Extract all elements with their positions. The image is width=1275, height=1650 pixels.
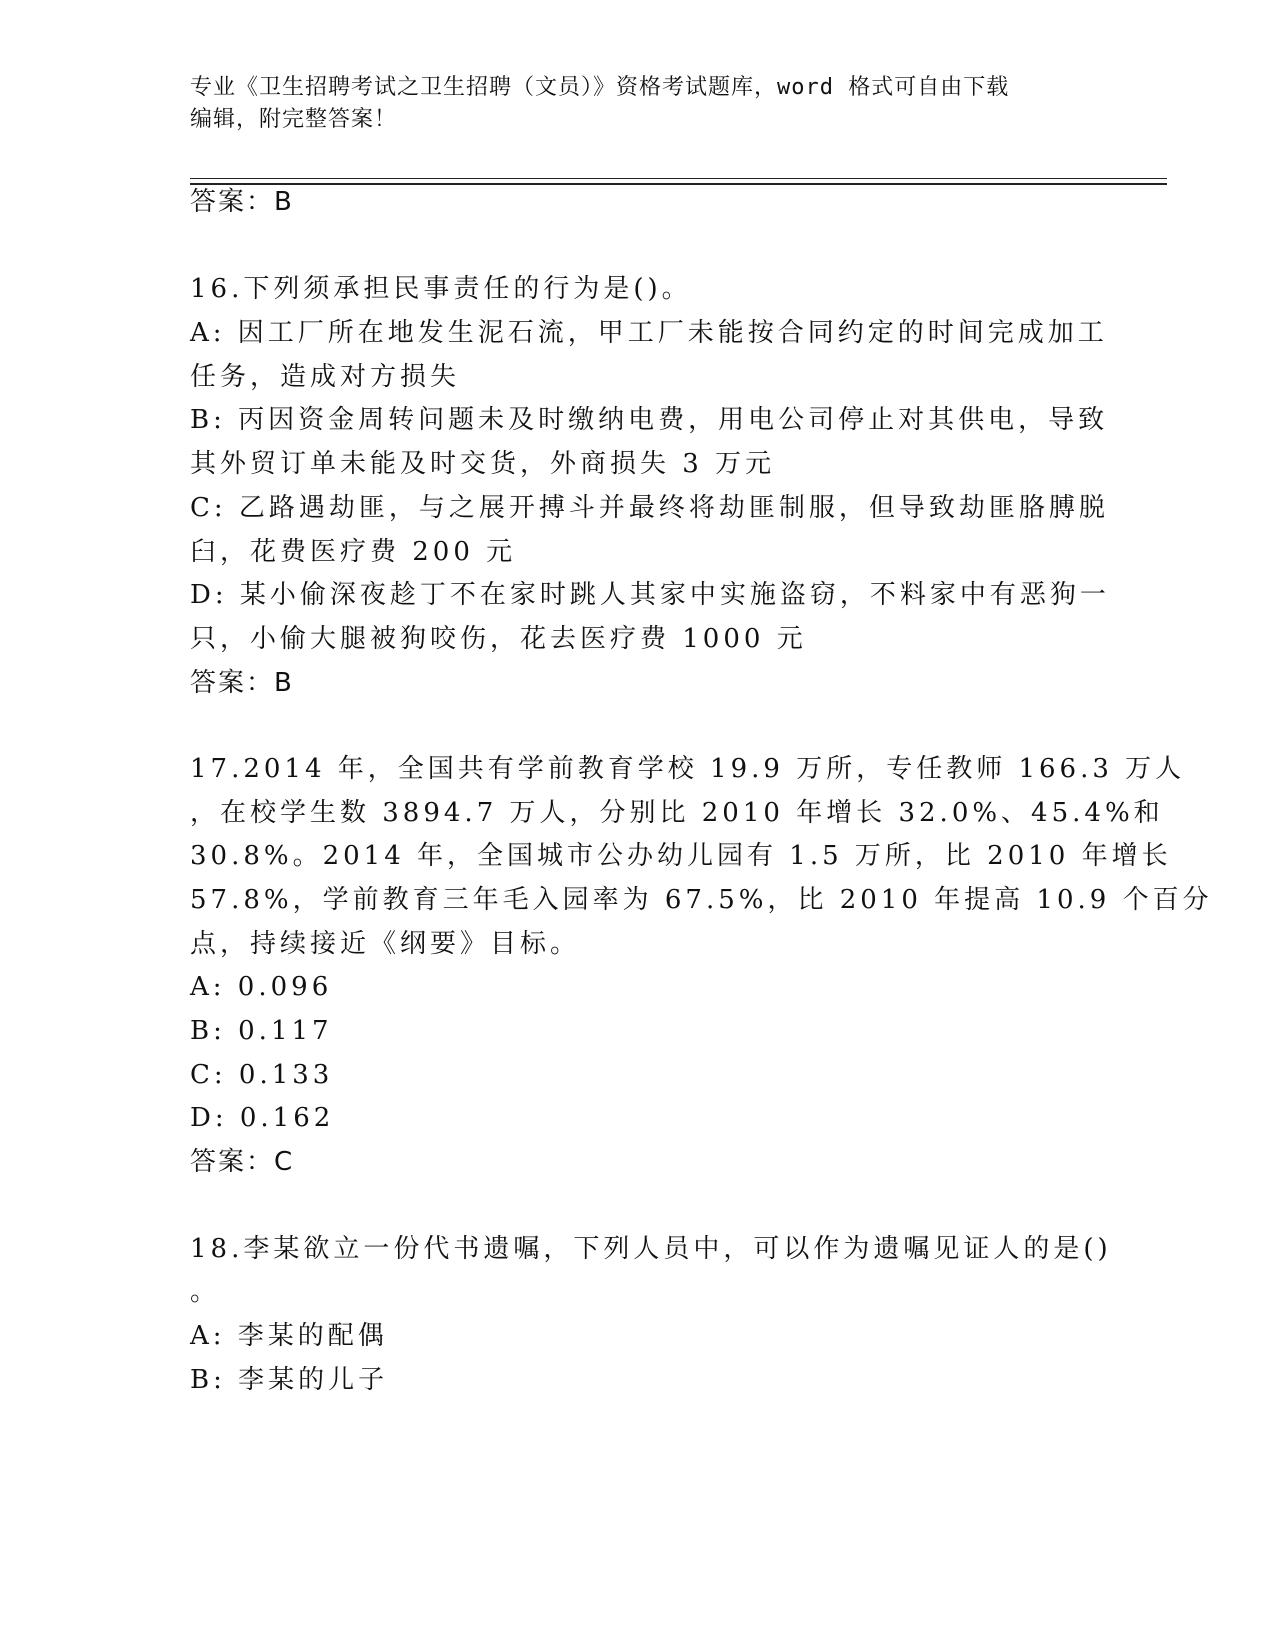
q17-option-d: D: 0.162	[190, 1103, 335, 1133]
q18-option-b: B: 李某的儿子	[190, 1365, 389, 1395]
q16-option-c-line1: C: 乙路遇劫匪，与之展开搏斗并最终将劫匪制服，但导致劫匪胳膊脱	[190, 493, 1109, 523]
q17-stem-line5: 点，持续接近《纲要》目标。	[190, 929, 581, 959]
q18-stem-line1: 18.李某欲立一份代书遗嘱，下列人员中，可以作为遗嘱见证人的是()	[190, 1234, 1112, 1264]
q17-option-a: A: 0.096	[190, 972, 333, 1002]
q17-stem-line4: 57.8%，学前教育三年毛入园率为 67.5%，比 2010 年提高 10.9 个百分	[190, 885, 1213, 915]
q17-option-b: B: 0.117	[190, 1016, 333, 1046]
q16-stem: 16.下列须承担民事责任的行为是()。	[190, 274, 692, 304]
header-line-2: 编辑，附完整答案！	[190, 107, 398, 132]
q18-option-a: A: 李某的配偶	[190, 1321, 388, 1351]
document-header	[190, 72, 1090, 136]
q18-stem-line2: 。	[190, 1277, 221, 1307]
q17-option-c: C: 0.133	[190, 1060, 334, 1090]
header-divider-thin	[190, 178, 1167, 179]
q17-answer: 答案：C	[190, 1147, 295, 1177]
q17-stem-line1: 17.2014 年，全国共有学前教育学校 19.9 万所，专任教师 166.3 万人	[190, 754, 1186, 784]
q16-option-b-line2: 其外贸订单未能及时交货，外商损失 3 万元	[190, 449, 776, 479]
q16-option-b-line1: B: 丙因资金周转问题未及时缴纳电费，用电公司停止对其供电，导致	[190, 405, 1109, 435]
q17-stem-line2: ，在校学生数 3894.7 万人，分别比 2010 年增长 32.0%、45.4%和	[190, 798, 1164, 828]
q16-option-c-line2: 臼，花费医疗费 200 元	[190, 537, 517, 567]
q16-option-d-line2: 只，小偷大腿被狗咬伤，花去医疗费 1000 元	[190, 624, 807, 654]
answer-prev: 答案：B	[190, 187, 294, 217]
q16-option-d-line1: D: 某小偷深夜趁丁不在家时跳人其家中实施盗窃，不料家中有恶狗一	[190, 580, 1110, 610]
q16-answer: 答案：B	[190, 668, 294, 698]
header-divider-thick	[190, 183, 1167, 185]
q16-option-a-line1: A: 因工厂所在地发生泥石流，甲工厂未能按合同约定的时间完成加工	[190, 318, 1108, 348]
q16-option-a-line2: 任务，造成对方损失	[190, 362, 461, 392]
q17-stem-line3: 30.8%。2014 年，全国城市公办幼儿园有 1.5 万所，比 2010 年增长	[190, 841, 1172, 871]
header-line-1: 专业《卫生招聘考试之卫生招聘（文员）》资格考试题库，word 格式可自由下载	[190, 75, 1010, 100]
